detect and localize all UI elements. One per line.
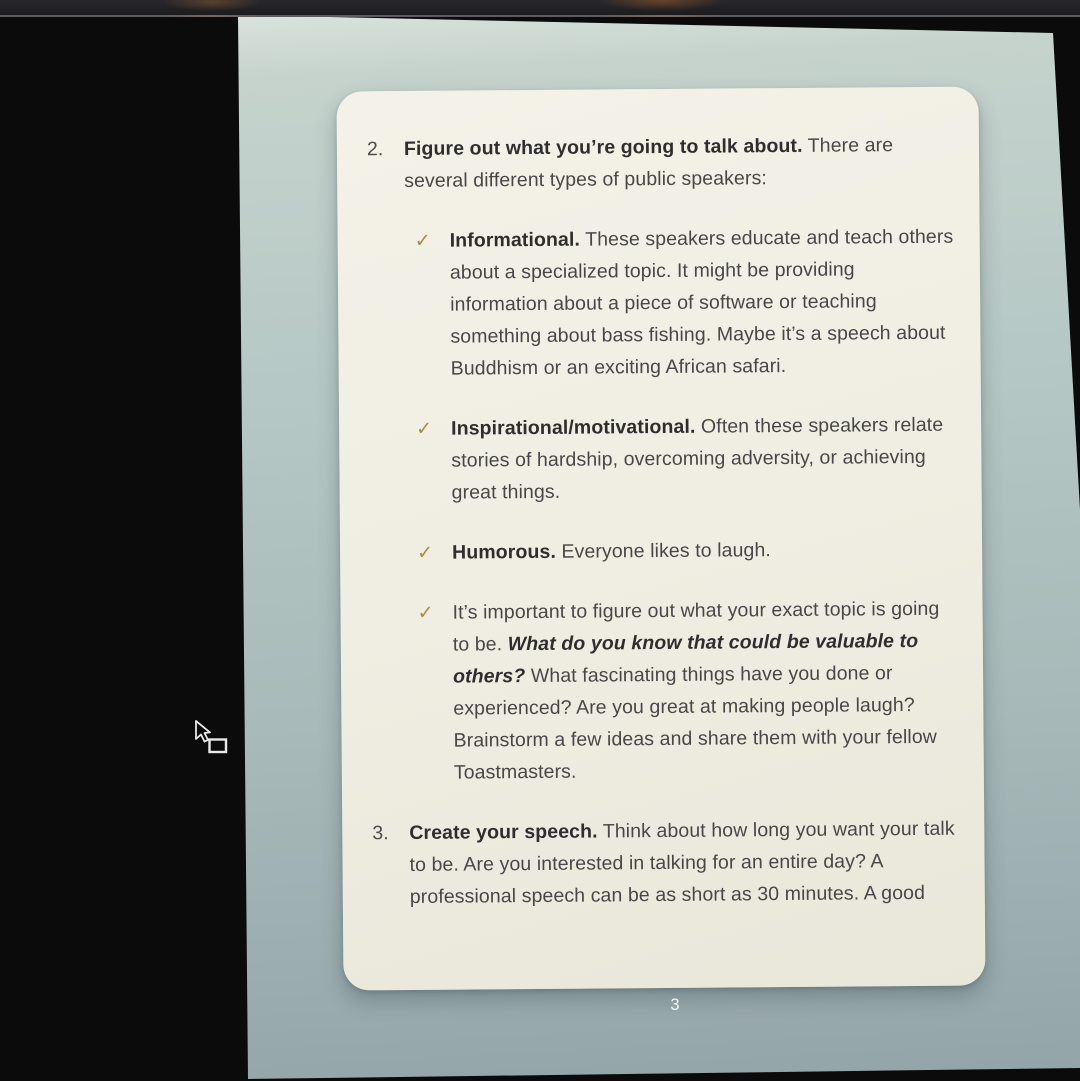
item-intro-text: There are several different types of public speakers: xyxy=(404,134,894,193)
numbered-item-2 xyxy=(367,129,958,790)
bullet-informational xyxy=(405,221,955,385)
drag-copy-pointer-icon xyxy=(196,721,226,752)
bullet-body xyxy=(452,593,957,789)
item-heading: Create your speech. xyxy=(409,820,598,844)
bullet-inspirational xyxy=(406,409,956,509)
bullet-text: Everyone likes to laugh. xyxy=(561,539,771,563)
numbered-item-3 xyxy=(372,813,959,914)
document-page-content xyxy=(336,86,984,913)
item-number: 3. xyxy=(372,822,389,845)
bullet-lead-text: It’s important to figure out what your exact topic is going to be. xyxy=(452,597,940,656)
check-icon: ✓ xyxy=(414,229,431,252)
item-body xyxy=(404,129,958,789)
check-icon: ✓ xyxy=(417,601,434,624)
bullet-heading: Humorous. xyxy=(452,540,557,564)
bullet-topic-advice xyxy=(407,593,957,789)
item-body xyxy=(409,813,959,913)
check-icon: ✓ xyxy=(417,541,434,564)
item-intro-text: Think about how long you want your talk to be. Are you interested in talking for an entire day? A professional speech can be as short as 30 minutes. A good xyxy=(409,817,955,908)
check-icon: ✓ xyxy=(416,417,433,440)
document-page[interactable] xyxy=(336,86,985,990)
bullet-text: These speakers educate and teach others about a specialized topic. It might be providing information about a piece of software or teaching something about bass fishing. Maybe it’s a speech about Buddhism or an exciting African safari. xyxy=(449,225,954,380)
bullet-list xyxy=(405,221,958,789)
page-number: 3 xyxy=(670,996,680,1014)
bullet-heading: Inspirational/motivational. xyxy=(451,415,696,440)
item-heading: Figure out what you’re going to talk about. xyxy=(403,134,803,161)
mouse-cursor xyxy=(192,718,232,758)
bullet-emphasis-text: What do you know that could be valuable to others? xyxy=(452,629,919,688)
bullet-body xyxy=(451,409,956,509)
bullet-humorous xyxy=(407,533,956,569)
bullet-body xyxy=(452,533,956,569)
bullet-body xyxy=(450,221,955,385)
bullet-heading: Informational. xyxy=(449,228,581,252)
screen-top-bezel xyxy=(0,0,1080,17)
bullet-text: Often these speakers relate stories of hardship, overcoming adversity, or achieving great things. xyxy=(451,413,944,504)
item-number: 2. xyxy=(366,138,384,161)
bullet-text: What fascinating things have you done or experienced? Are you great at making people laugh? Brainstorm a few ideas and share them with your fellow Toastmasters. xyxy=(453,662,938,784)
